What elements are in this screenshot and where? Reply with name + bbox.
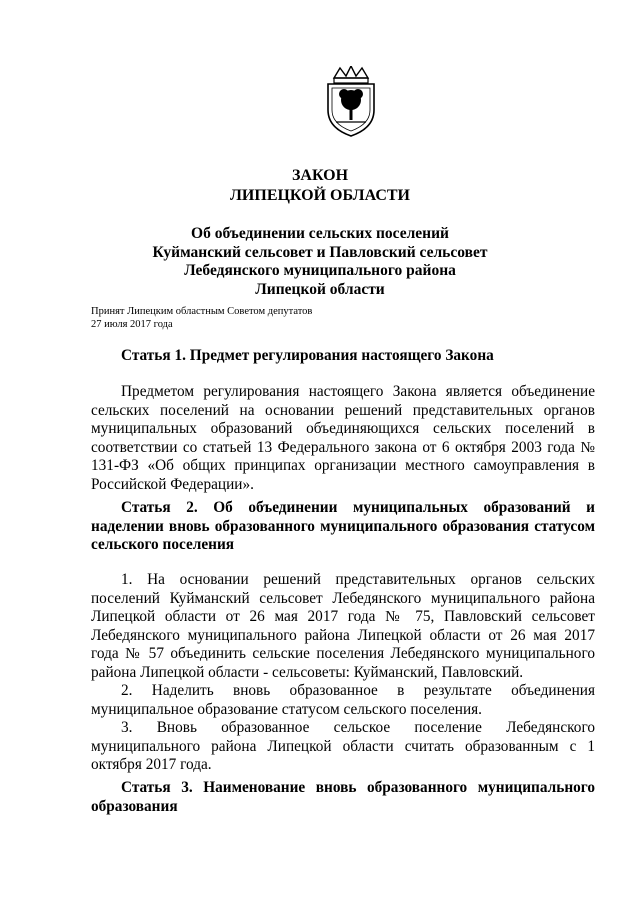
law-subtitle-line4: Липецкой области [255, 280, 385, 298]
law-subtitle-line2: Куйманский сельсовет и Павловский сельсовет [152, 243, 488, 261]
law-subtitle-line3: Лебедянского муниципального района [184, 262, 456, 279]
law-subtitle-line1: Об объединении сельских поселений [191, 225, 449, 242]
adoption-note [91, 305, 312, 331]
adoption-date: 27 июля 2017 года [91, 319, 173, 330]
adoption-note-line1: Принят Липецким областным Советом депутатов [91, 306, 313, 317]
article2-heading: Статья 2. Об объединении муниципальных образований и наделении вновь образованного муниципального образования статусом сельского поселения [91, 499, 595, 553]
lipetsk-coat-of-arms-icon [324, 66, 378, 138]
law-title-line1: ЗАКОН [291, 167, 349, 184]
article1-text: Предметом регулирования настоящего Закона является объединение сельских поселений на основании решений представительных органов муниципальных образований объединяющихся сельских поселений в соответствии со статьей 13 Федерального закона от 6 октября 2003 года № 131-ФЗ «Об общих принципах организации местного самоуправления в Российской Федерации». [91, 383, 595, 493]
article3-heading: Статья 3. Наименование вновь образованного муниципального образования [91, 779, 595, 815]
article1-heading: Статья 1. Предмет регулирования настоящего Закона [121, 347, 494, 364]
article2-paragraph-1: 1. На основании решений представительных органов сельских поселений Куйманский сельсовет Лебедянского муниципального района Липецкой области от 26 мая 2017 года № 75, Павловский сельсовет Лебедянского муниципального района Липецкой области от 26 мая 2017 года № 57 объединить сельские поселения Лебедянского муниципального района Липецкой области - сельсоветы: Куйманский, Павловский. [91, 571, 595, 681]
law-title-line2: ЛИПЕЦКОЙ ОБЛАСТИ [230, 187, 410, 204]
law-subtitle [0, 225, 640, 299]
law-title [0, 166, 640, 206]
article2-paragraph-2: 2. Наделить вновь образованное в результате объединения муниципальное образование статусом сельского поселения. [91, 682, 595, 718]
article2-body [91, 571, 595, 775]
article2-paragraph-3: 3. Вновь образованное сельское поселение Лебедянского муниципального района Липецкой области считать образованным с 1 октября 2017 года. [91, 719, 595, 773]
